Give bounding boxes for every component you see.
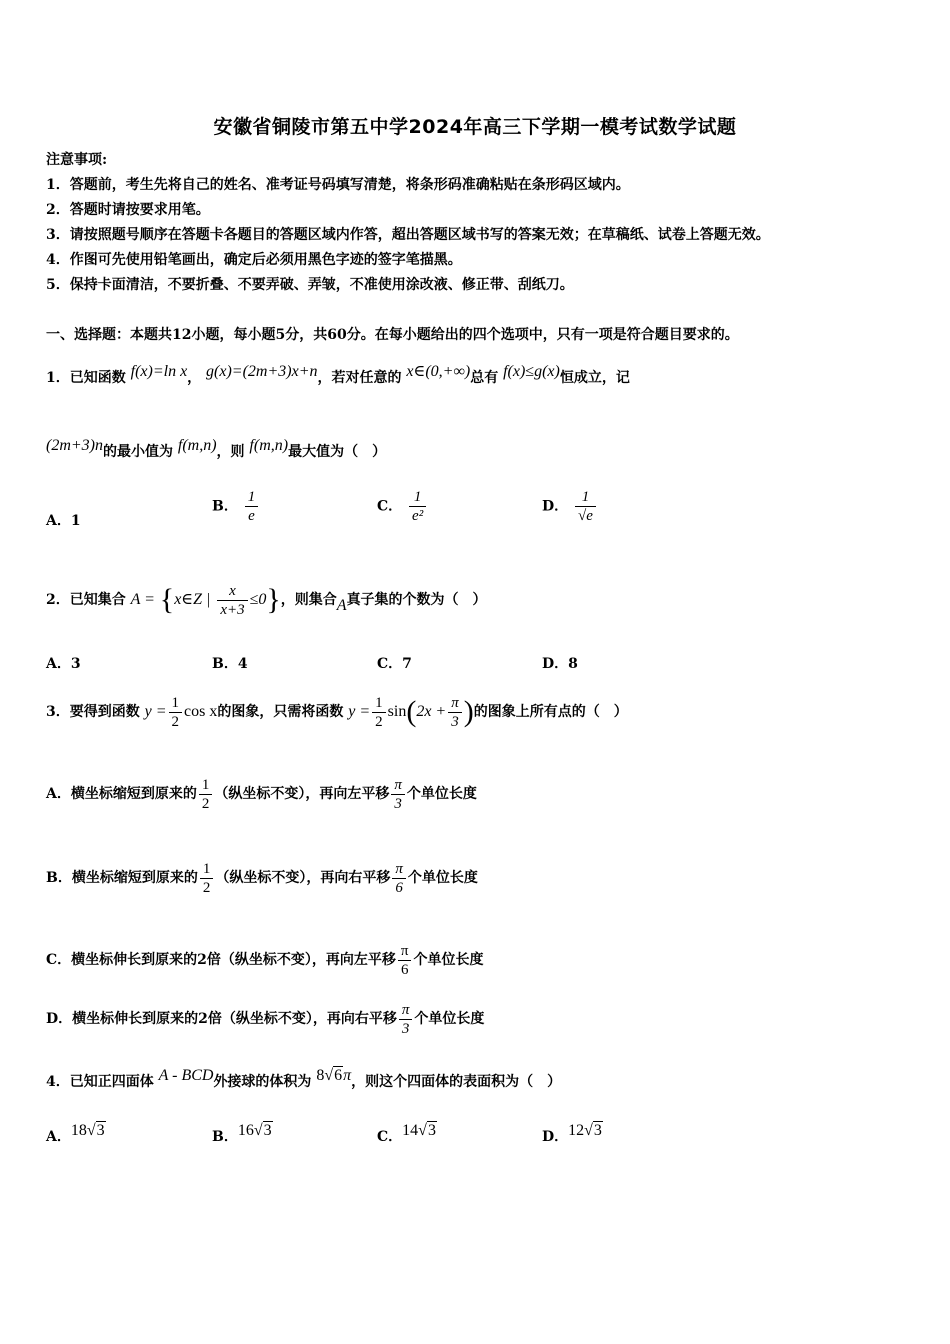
q3-option-d[interactable]: D．横坐标伸长到原来的2倍（纵坐标不变），再向右平移 $\frac{\pi}{3}$ 个单位长度 [46,1001,485,1037]
q2-option-d[interactable]: D．8 [542,656,578,672]
q1-product-expr: (2m+3)n [46,437,104,454]
q3-cos: cos x [184,703,218,720]
q2-mid: ，则集合 [280,592,337,608]
q1-end: 恒成立，记 [559,370,630,386]
q2-prefix: 2．已知集合 [46,592,126,608]
notice-item-3: 3．请按照题号顺序在答题卡各题目的答题区域内作答，超出答题区域书写的答案无效；在草稿纸、试卷上答题无效。 [46,227,770,243]
q4-option-d[interactable]: D．12√3 [542,1122,602,1145]
q2-fraction: $\frac{x}{x+3}$ [217,582,247,619]
q1-mid2: 总有 [470,370,499,386]
q1-option-c[interactable]: C． $\frac{1}{\text{e²}}$ [377,488,428,525]
q3-option-b[interactable]: B．横坐标缩短到原来的 $\frac{1}{2}$ （纵坐标不变），再向右平移 $\frac{\pi}{6}$ 个单位长度 [46,860,478,896]
q3-half-fraction: $\frac{1}{2}$ [169,694,183,731]
q1-line2-c: 最大值为（ ） [288,444,387,460]
notice-item-2: 2．答题时请按要求用笔。 [46,202,210,218]
q2-left-brace: { [159,583,175,616]
q4-end: ，则这个四面体的表面积为（ ） [351,1074,562,1090]
q3-mid: 的图象，只需将函数 [217,704,344,720]
q4-mid: 外接球的体积为 [213,1074,312,1090]
q2-option-a[interactable]: A．3 [46,656,81,672]
q4-solid: A - BCD [158,1067,214,1084]
question-2 [46,578,487,628]
q3-arg: 2x + [416,703,447,720]
notice-item-4: 4．作图可先使用铅笔画出，确定后必须用黑色字迹的签字笔描黑。 [46,252,462,268]
q2-right-brace: } [266,583,281,616]
q3-sin: sin [387,703,407,720]
q1-option-a[interactable]: A．1 [46,513,81,529]
q1-option-d[interactable]: D． $\frac{1}{√e}$ [542,488,598,525]
q4-option-c[interactable]: C．14√3 [377,1122,436,1145]
q2-end: 真子集的个数为（ ） [346,592,487,608]
q1-f-expr: f(x)=ln x [130,363,188,380]
q3-prefix: 3．要得到函数 [46,704,140,720]
q2-set-name: A = [130,591,155,608]
q1-option-b-frac: $\frac{1}{e}$ [245,488,259,525]
question-3 [46,690,628,734]
q3-y2-lhs: y = [348,703,371,720]
q1-line2-b: ，则 [216,444,245,460]
q4-prefix: 4．已知正四面体 [46,1074,154,1090]
notice-item-1: 1．答题前，考生先将自己的姓名、准考证号码填写清楚，将条形码准确粘贴在条形码区域内。 [46,177,630,193]
section-heading: 一、选择题：本题共12小题，每小题5分，共60分。在每小题给出的四个选项中，只有一项是符合题目要求的。 [46,327,739,343]
question-1-line-2 [46,436,386,462]
q1-domain: x∈(0,+∞) [406,363,471,380]
notice-heading: 注意事项: [46,152,108,168]
q1-inequality: f(x)≤g(x) [503,363,560,380]
q1-fmn-2: f(m,n) [249,437,289,454]
q3-y1-lhs: y = [144,703,167,720]
question-4 [46,1066,561,1092]
q1-option-b[interactable]: B． $\frac{1}{e}$ [212,488,260,525]
q1-line2-a: 的最小值为 [103,444,174,460]
q1-g-expr: g(x)=(2m+3)x+n [206,363,318,380]
q2-option-c[interactable]: C．7 [377,656,412,672]
notice-item-5: 5．保持卡面清洁，不要折叠、不要弄破、弄皱，不准使用涂改液、修正带、刮纸刀。 [46,277,574,293]
q2-option-b[interactable]: B．4 [212,656,248,672]
q1-fmn: f(m,n) [177,437,217,454]
q3-pi-fraction: $\frac{\pi}{3}$ [448,694,462,731]
q1-mid: ，若对任意的 [317,370,402,386]
page-title: 安徽省铜陵市第五中学2024年高三下学期一模考试数学试题 [213,116,737,138]
q4-option-a[interactable]: A．18√3 [46,1122,105,1145]
q3-left-paren: ( [406,695,417,728]
q4-volume: 8√6π [316,1067,352,1084]
q3-end: 的图象上所有点的（ ） [473,704,628,720]
q1-option-d-frac: $\frac{1}{√e}$ [575,488,596,525]
q2-set-tail: ≤0 [249,591,267,608]
q4-option-b[interactable]: B．16√3 [212,1122,272,1145]
q3-option-c[interactable]: C．横坐标伸长到原来的2倍（纵坐标不变），再向左平移 $\frac{\pi}{6}$ 个单位长度 [46,942,484,978]
q1-prefix: 1．已知函数 [46,370,126,386]
q2-set-ref: A [336,597,347,614]
q3-right-paren: ) [463,695,474,728]
q3-option-a[interactable]: A．横坐标缩短到原来的 $\frac{1}{2}$ （纵坐标不变），再向左平移 $\frac{\pi}{3}$ 个单位长度 [46,776,477,812]
q1-sep: ， [187,370,202,386]
q3-half-fraction-2: $\frac{1}{2}$ [372,694,386,731]
q2-set-inner: x∈Z | [174,591,211,608]
question-1 [46,362,630,388]
q1-option-c-frac: $\frac{1}{\text{e²}}$ [409,488,426,525]
